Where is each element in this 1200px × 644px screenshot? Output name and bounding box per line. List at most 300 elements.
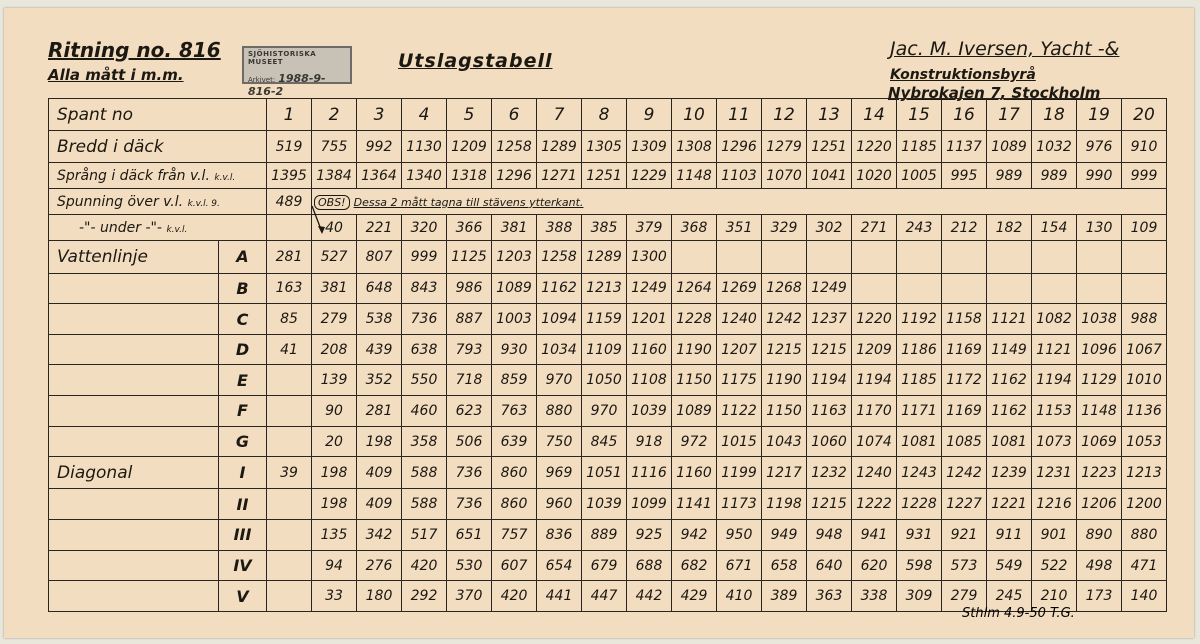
vattenlinje-C-value-17: 1121 bbox=[987, 304, 1032, 335]
bredd-value-16: 1137 bbox=[942, 131, 987, 163]
spunning-under-label: -"- under -"- bbox=[79, 219, 162, 236]
vattenlinje-F-value-10: 1089 bbox=[672, 396, 717, 427]
spunning-under-value-1 bbox=[267, 215, 312, 241]
diagonal-II-value-9: 1099 bbox=[627, 489, 672, 520]
vattenlinje-F-value-6: 763 bbox=[492, 396, 537, 427]
diagonal-II-value-13: 1215 bbox=[807, 489, 852, 520]
diagonal-III-value-7: 836 bbox=[537, 520, 582, 551]
vattenlinje-B-value-20 bbox=[1122, 273, 1167, 304]
signature-date: Sthlm 4.9-50 T.G. bbox=[962, 606, 1075, 621]
vattenlinje-E-value-10: 1150 bbox=[672, 365, 717, 396]
spant-number-14: 14 bbox=[852, 99, 897, 131]
vattenlinje-A-value-9: 1300 bbox=[627, 241, 672, 273]
diagonal-row-II bbox=[49, 489, 1167, 520]
diagonal-IV-value-15: 598 bbox=[897, 550, 942, 581]
spunning-under-row bbox=[49, 215, 1167, 241]
vattenlinje-A-value-2: 527 bbox=[312, 241, 357, 273]
diagonal-III-value-4: 517 bbox=[402, 520, 447, 551]
vattenlinje-D-value-20: 1067 bbox=[1122, 334, 1167, 365]
diagonal-label-empty bbox=[49, 581, 219, 612]
spant-number-15: 15 bbox=[897, 99, 942, 131]
diagonal-I-value-16: 1242 bbox=[942, 457, 987, 489]
vattenlinje-E-value-14: 1194 bbox=[852, 365, 897, 396]
bredd-value-15: 1185 bbox=[897, 131, 942, 163]
diagonal-row-I bbox=[49, 457, 1167, 489]
diagonal-II-value-18: 1216 bbox=[1032, 489, 1077, 520]
spant-number-6: 6 bbox=[492, 99, 537, 131]
spant-number-10: 10 bbox=[672, 99, 717, 131]
diagonal-V-value-14: 338 bbox=[852, 581, 897, 612]
diagonal-key: III bbox=[219, 520, 267, 551]
vattenlinje-E-value-2: 139 bbox=[312, 365, 357, 396]
vattenlinje-A-value-8: 1289 bbox=[582, 241, 627, 273]
vattenlinje-D-value-13: 1215 bbox=[807, 334, 852, 365]
vattenlinje-F-value-12: 1150 bbox=[762, 396, 807, 427]
spant-number-12: 12 bbox=[762, 99, 807, 131]
diagonal-V-value-15: 309 bbox=[897, 581, 942, 612]
firm-address: Nybrokajen 7, Stockholm bbox=[888, 84, 1101, 102]
vattenlinje-G-value-20: 1053 bbox=[1122, 426, 1167, 457]
bredd-value-10: 1308 bbox=[672, 131, 717, 163]
diagonal-III-value-16: 921 bbox=[942, 520, 987, 551]
bredd-value-6: 1258 bbox=[492, 131, 537, 163]
diagonal-key: IV bbox=[219, 550, 267, 581]
vattenlinje-F-value-15: 1171 bbox=[897, 396, 942, 427]
diagonal-IV-value-6: 607 bbox=[492, 550, 537, 581]
diagonal-I-value-18: 1231 bbox=[1032, 457, 1077, 489]
bredd-value-2: 755 bbox=[312, 131, 357, 163]
vattenlinje-C-value-5: 887 bbox=[447, 304, 492, 335]
diagonal-IV-value-3: 276 bbox=[357, 550, 402, 581]
vattenlinje-D-value-16: 1169 bbox=[942, 334, 987, 365]
diagonal-I-value-9: 1116 bbox=[627, 457, 672, 489]
vattenlinje-D-value-7: 1034 bbox=[537, 334, 582, 365]
diagonal-III-value-5: 651 bbox=[447, 520, 492, 551]
vattenlinje-E-value-18: 1194 bbox=[1032, 365, 1077, 396]
vattenlinje-D-value-8: 1109 bbox=[582, 334, 627, 365]
vattenlinje-A-value-16 bbox=[942, 241, 987, 273]
vattenlinje-G-value-8: 845 bbox=[582, 426, 627, 457]
spant-number-13: 13 bbox=[807, 99, 852, 131]
vattenlinje-E-value-6: 859 bbox=[492, 365, 537, 396]
vattenlinje-label: Vattenlinje bbox=[49, 241, 219, 273]
diagonal-I-value-14: 1240 bbox=[852, 457, 897, 489]
spunning-under-value-13: 302 bbox=[807, 215, 852, 241]
diagonal-I-value-3: 409 bbox=[357, 457, 402, 489]
bredd-row bbox=[49, 131, 1167, 163]
vattenlinje-E-value-1 bbox=[267, 365, 312, 396]
vattenlinje-C-value-4: 736 bbox=[402, 304, 447, 335]
diagonal-III-value-19: 890 bbox=[1077, 520, 1122, 551]
bredd-value-13: 1251 bbox=[807, 131, 852, 163]
vattenlinje-E-value-13: 1194 bbox=[807, 365, 852, 396]
vattenlinje-B-value-16 bbox=[942, 273, 987, 304]
diagonal-I-value-10: 1160 bbox=[672, 457, 717, 489]
vattenlinje-E-value-17: 1162 bbox=[987, 365, 1032, 396]
diagonal-V-value-8: 447 bbox=[582, 581, 627, 612]
vattenlinje-row-A bbox=[49, 241, 1167, 273]
vattenlinje-B-value-6: 1089 bbox=[492, 273, 537, 304]
stamp-archive-number: 1988-9-816-2 bbox=[248, 72, 326, 98]
spant-number-2: 2 bbox=[312, 99, 357, 131]
vattenlinje-D-value-15: 1186 bbox=[897, 334, 942, 365]
vattenlinje-G-value-3: 198 bbox=[357, 426, 402, 457]
vattenlinje-key: G bbox=[219, 426, 267, 457]
spunning-under-label-cell bbox=[49, 215, 267, 241]
vattenlinje-row-D bbox=[49, 334, 1167, 365]
sprang-value-9: 1229 bbox=[627, 163, 672, 189]
bredd-value-20: 910 bbox=[1122, 131, 1167, 163]
vattenlinje-C-value-12: 1242 bbox=[762, 304, 807, 335]
vattenlinje-G-value-18: 1073 bbox=[1032, 426, 1077, 457]
bredd-value-18: 1032 bbox=[1032, 131, 1077, 163]
spant-row bbox=[49, 99, 1167, 131]
vattenlinje-label-empty bbox=[49, 334, 219, 365]
vattenlinje-C-value-6: 1003 bbox=[492, 304, 537, 335]
vattenlinje-label-empty bbox=[49, 365, 219, 396]
diagonal-II-value-16: 1227 bbox=[942, 489, 987, 520]
diagonal-III-value-18: 901 bbox=[1032, 520, 1077, 551]
vattenlinje-F-value-2: 90 bbox=[312, 396, 357, 427]
bredd-value-12: 1279 bbox=[762, 131, 807, 163]
diagonal-II-value-12: 1198 bbox=[762, 489, 807, 520]
diagonal-III-value-2: 135 bbox=[312, 520, 357, 551]
diagonal-IV-value-10: 682 bbox=[672, 550, 717, 581]
diagonal-III-value-11: 950 bbox=[717, 520, 762, 551]
diagonal-I-value-5: 736 bbox=[447, 457, 492, 489]
diagonal-IV-value-8: 679 bbox=[582, 550, 627, 581]
vattenlinje-G-value-13: 1060 bbox=[807, 426, 852, 457]
firm-name: Jac. M. Iversen, Yacht -& bbox=[890, 38, 1120, 60]
diagonal-IV-value-18: 522 bbox=[1032, 550, 1077, 581]
sprang-row bbox=[49, 163, 1167, 189]
sprang-value-10: 1148 bbox=[672, 163, 717, 189]
diagonal-II-value-6: 860 bbox=[492, 489, 537, 520]
vattenlinje-G-value-11: 1015 bbox=[717, 426, 762, 457]
vattenlinje-C-value-10: 1228 bbox=[672, 304, 717, 335]
stamp-archive bbox=[248, 72, 346, 98]
diagonal-IV-value-12: 658 bbox=[762, 550, 807, 581]
diagonal-I-value-1: 39 bbox=[267, 457, 312, 489]
diagonal-V-value-13: 363 bbox=[807, 581, 852, 612]
diagonal-IV-value-7: 654 bbox=[537, 550, 582, 581]
diagonal-III-value-10: 942 bbox=[672, 520, 717, 551]
diagonal-IV-value-2: 94 bbox=[312, 550, 357, 581]
vattenlinje-D-value-2: 208 bbox=[312, 334, 357, 365]
vattenlinje-G-value-1 bbox=[267, 426, 312, 457]
vattenlinje-F-value-7: 880 bbox=[537, 396, 582, 427]
diagonal-V-value-11: 410 bbox=[717, 581, 762, 612]
vattenlinje-B-value-10: 1264 bbox=[672, 273, 717, 304]
vattenlinje-F-value-5: 623 bbox=[447, 396, 492, 427]
vattenlinje-B-value-12: 1268 bbox=[762, 273, 807, 304]
vattenlinje-D-value-14: 1209 bbox=[852, 334, 897, 365]
vattenlinje-B-value-7: 1162 bbox=[537, 273, 582, 304]
vattenlinje-B-value-3: 648 bbox=[357, 273, 402, 304]
vattenlinje-key: D bbox=[219, 334, 267, 365]
vattenlinje-D-value-10: 1190 bbox=[672, 334, 717, 365]
sprang-kvl: k.v.l. bbox=[214, 172, 236, 183]
diagonal-V-value-17: 245 bbox=[987, 581, 1032, 612]
units-note: Alla mått i m.m. bbox=[48, 66, 184, 84]
vattenlinje-A-value-1: 281 bbox=[267, 241, 312, 273]
vattenlinje-E-value-19: 1129 bbox=[1077, 365, 1122, 396]
bredd-value-9: 1309 bbox=[627, 131, 672, 163]
vattenlinje-B-value-14 bbox=[852, 273, 897, 304]
obs-mark: OBS! bbox=[314, 195, 350, 210]
diagonal-IV-value-14: 620 bbox=[852, 550, 897, 581]
vattenlinje-A-value-4: 999 bbox=[402, 241, 447, 273]
sprang-value-14: 1020 bbox=[852, 163, 897, 189]
sprang-value-16: 995 bbox=[942, 163, 987, 189]
diagonal-IV-value-20: 471 bbox=[1122, 550, 1167, 581]
spunning-under-value-11: 351 bbox=[717, 215, 762, 241]
vattenlinje-C-value-15: 1192 bbox=[897, 304, 942, 335]
vattenlinje-B-value-5: 986 bbox=[447, 273, 492, 304]
vattenlinje-F-value-18: 1153 bbox=[1032, 396, 1077, 427]
vattenlinje-G-value-5: 506 bbox=[447, 426, 492, 457]
spunning-under-value-8: 385 bbox=[582, 215, 627, 241]
vattenlinje-A-value-17 bbox=[987, 241, 1032, 273]
vattenlinje-C-value-9: 1201 bbox=[627, 304, 672, 335]
diagonal-IV-value-5: 530 bbox=[447, 550, 492, 581]
diagonal-V-value-20: 140 bbox=[1122, 581, 1167, 612]
diagonal-label-empty bbox=[49, 489, 219, 520]
diagonal-V-value-5: 370 bbox=[447, 581, 492, 612]
diagonal-V-value-18: 210 bbox=[1032, 581, 1077, 612]
sprang-value-7: 1271 bbox=[537, 163, 582, 189]
vattenlinje-G-value-4: 358 bbox=[402, 426, 447, 457]
spunning-under-value-12: 329 bbox=[762, 215, 807, 241]
bredd-value-1: 519 bbox=[267, 131, 312, 163]
spant-number-4: 4 bbox=[402, 99, 447, 131]
vattenlinje-A-value-5: 1125 bbox=[447, 241, 492, 273]
spunning-under-value-4: 320 bbox=[402, 215, 447, 241]
table-title: Utslagstabell bbox=[398, 50, 553, 72]
diagonal-row-III bbox=[49, 520, 1167, 551]
spunning-under-value-14: 271 bbox=[852, 215, 897, 241]
vattenlinje-B-value-17 bbox=[987, 273, 1032, 304]
diagonal-I-value-20: 1213 bbox=[1122, 457, 1167, 489]
bredd-value-11: 1296 bbox=[717, 131, 762, 163]
bredd-value-19: 976 bbox=[1077, 131, 1122, 163]
vattenlinje-E-value-15: 1185 bbox=[897, 365, 942, 396]
diagonal-V-value-1 bbox=[267, 581, 312, 612]
diagonal-III-value-14: 941 bbox=[852, 520, 897, 551]
spunning-under-value-18: 154 bbox=[1032, 215, 1077, 241]
stamp-museum-name: SJÖHISTORISKA MUSEET bbox=[248, 50, 317, 66]
vattenlinje-G-value-14: 1074 bbox=[852, 426, 897, 457]
diagonal-II-value-4: 588 bbox=[402, 489, 447, 520]
diagonal-I-value-7: 969 bbox=[537, 457, 582, 489]
vattenlinje-label-empty bbox=[49, 426, 219, 457]
vattenlinje-F-value-8: 970 bbox=[582, 396, 627, 427]
vattenlinje-row-G bbox=[49, 426, 1167, 457]
diagonal-IV-value-11: 671 bbox=[717, 550, 762, 581]
vattenlinje-E-value-11: 1175 bbox=[717, 365, 762, 396]
vattenlinje-C-value-8: 1159 bbox=[582, 304, 627, 335]
vattenlinje-F-value-16: 1169 bbox=[942, 396, 987, 427]
spunning-under-value-6: 381 bbox=[492, 215, 537, 241]
vattenlinje-D-value-3: 439 bbox=[357, 334, 402, 365]
vattenlinje-F-value-13: 1163 bbox=[807, 396, 852, 427]
vattenlinje-row-B bbox=[49, 273, 1167, 304]
spant-number-7: 7 bbox=[537, 99, 582, 131]
vattenlinje-A-value-6: 1203 bbox=[492, 241, 537, 273]
diagonal-V-value-16: 279 bbox=[942, 581, 987, 612]
sprang-value-18: 989 bbox=[1032, 163, 1077, 189]
vattenlinje-G-value-7: 750 bbox=[537, 426, 582, 457]
diagonal-IV-value-16: 573 bbox=[942, 550, 987, 581]
vattenlinje-B-value-15 bbox=[897, 273, 942, 304]
diagonal-II-value-19: 1206 bbox=[1077, 489, 1122, 520]
vattenlinje-C-value-19: 1038 bbox=[1077, 304, 1122, 335]
diagonal-label-empty bbox=[49, 550, 219, 581]
spant-number-16: 16 bbox=[942, 99, 987, 131]
vattenlinje-A-value-20 bbox=[1122, 241, 1167, 273]
diagonal-I-value-19: 1223 bbox=[1077, 457, 1122, 489]
spant-number-1: 1 bbox=[267, 99, 312, 131]
vattenlinje-F-value-11: 1122 bbox=[717, 396, 762, 427]
vattenlinje-A-value-19 bbox=[1077, 241, 1122, 273]
sprang-value-5: 1318 bbox=[447, 163, 492, 189]
vattenlinje-G-value-9: 918 bbox=[627, 426, 672, 457]
diagonal-V-value-2: 33 bbox=[312, 581, 357, 612]
diagonal-IV-value-17: 549 bbox=[987, 550, 1032, 581]
diagonal-V-value-4: 292 bbox=[402, 581, 447, 612]
vattenlinje-B-value-2: 381 bbox=[312, 273, 357, 304]
diagonal-III-value-9: 925 bbox=[627, 520, 672, 551]
vattenlinje-B-value-11: 1269 bbox=[717, 273, 762, 304]
bredd-label: Bredd i däck bbox=[49, 131, 267, 163]
spunning-under-value-20: 109 bbox=[1122, 215, 1167, 241]
spunning-over-label: Spunning över v.l. bbox=[57, 193, 184, 210]
vattenlinje-G-value-12: 1043 bbox=[762, 426, 807, 457]
diagonal-III-value-15: 931 bbox=[897, 520, 942, 551]
spunning-under-value-5: 366 bbox=[447, 215, 492, 241]
diagonal-II-value-11: 1173 bbox=[717, 489, 762, 520]
vattenlinje-B-value-13: 1249 bbox=[807, 273, 852, 304]
stamp-archive-label: Arkivet: bbox=[248, 76, 276, 84]
vattenlinje-A-value-14 bbox=[852, 241, 897, 273]
spant-number-19: 19 bbox=[1077, 99, 1122, 131]
diagonal-key: V bbox=[219, 581, 267, 612]
arrow-icon bbox=[310, 204, 330, 238]
spant-number-8: 8 bbox=[582, 99, 627, 131]
vattenlinje-A-value-12 bbox=[762, 241, 807, 273]
vattenlinje-G-value-6: 639 bbox=[492, 426, 537, 457]
spunning-over-value: 489 bbox=[267, 189, 312, 215]
sprang-value-4: 1340 bbox=[402, 163, 447, 189]
diagonal-I-value-15: 1243 bbox=[897, 457, 942, 489]
vattenlinje-E-value-12: 1190 bbox=[762, 365, 807, 396]
diagonal-II-value-5: 736 bbox=[447, 489, 492, 520]
sprang-value-8: 1251 bbox=[582, 163, 627, 189]
vattenlinje-C-value-13: 1237 bbox=[807, 304, 852, 335]
sprang-value-2: 1384 bbox=[312, 163, 357, 189]
vattenlinje-F-value-1 bbox=[267, 396, 312, 427]
vattenlinje-key: B bbox=[219, 273, 267, 304]
diagonal-IV-value-13: 640 bbox=[807, 550, 852, 581]
vattenlinje-B-value-19 bbox=[1077, 273, 1122, 304]
vattenlinje-C-value-14: 1220 bbox=[852, 304, 897, 335]
spunning-under-value-7: 388 bbox=[537, 215, 582, 241]
bredd-value-3: 992 bbox=[357, 131, 402, 163]
sprang-value-12: 1070 bbox=[762, 163, 807, 189]
diagonal-V-value-7: 441 bbox=[537, 581, 582, 612]
vattenlinje-F-value-9: 1039 bbox=[627, 396, 672, 427]
diagonal-label-empty bbox=[49, 520, 219, 551]
diagonal-V-value-6: 420 bbox=[492, 581, 537, 612]
vattenlinje-F-value-4: 460 bbox=[402, 396, 447, 427]
diagonal-II-value-14: 1222 bbox=[852, 489, 897, 520]
spant-number-11: 11 bbox=[717, 99, 762, 131]
museum-stamp bbox=[242, 46, 352, 98]
vattenlinje-C-value-7: 1094 bbox=[537, 304, 582, 335]
vattenlinje-G-value-17: 1081 bbox=[987, 426, 1032, 457]
vattenlinje-E-value-5: 718 bbox=[447, 365, 492, 396]
diagonal-III-value-20: 880 bbox=[1122, 520, 1167, 551]
vattenlinje-E-value-7: 970 bbox=[537, 365, 582, 396]
vattenlinje-A-value-10 bbox=[672, 241, 717, 273]
vattenlinje-D-value-17: 1149 bbox=[987, 334, 1032, 365]
diagonal-key: II bbox=[219, 489, 267, 520]
vattenlinje-E-value-3: 352 bbox=[357, 365, 402, 396]
diagonal-IV-value-4: 420 bbox=[402, 550, 447, 581]
diagonal-II-value-10: 1141 bbox=[672, 489, 717, 520]
vattenlinje-key: A bbox=[219, 241, 267, 273]
diagonal-II-value-1 bbox=[267, 489, 312, 520]
vattenlinje-row-C bbox=[49, 304, 1167, 335]
diagonal-I-value-6: 860 bbox=[492, 457, 537, 489]
vattenlinje-F-value-20: 1136 bbox=[1122, 396, 1167, 427]
vattenlinje-key: E bbox=[219, 365, 267, 396]
vattenlinje-B-value-8: 1213 bbox=[582, 273, 627, 304]
spunning-over-label-cell bbox=[49, 189, 267, 215]
diagonal-III-value-12: 949 bbox=[762, 520, 807, 551]
diagonal-V-value-12: 389 bbox=[762, 581, 807, 612]
bredd-value-5: 1209 bbox=[447, 131, 492, 163]
sprang-value-1: 1395 bbox=[267, 163, 312, 189]
vattenlinje-B-value-4: 843 bbox=[402, 273, 447, 304]
vattenlinje-key: F bbox=[219, 396, 267, 427]
diagonal-row-IV bbox=[49, 550, 1167, 581]
diagonal-IV-value-9: 688 bbox=[627, 550, 672, 581]
vattenlinje-F-value-19: 1148 bbox=[1077, 396, 1122, 427]
diagonal-I-value-12: 1217 bbox=[762, 457, 807, 489]
sprang-value-19: 990 bbox=[1077, 163, 1122, 189]
spunning-under-value-19: 130 bbox=[1077, 215, 1122, 241]
bredd-value-17: 1089 bbox=[987, 131, 1032, 163]
drawing-sheet bbox=[4, 8, 1194, 638]
vattenlinje-D-value-18: 1121 bbox=[1032, 334, 1077, 365]
sprang-value-20: 999 bbox=[1122, 163, 1167, 189]
vattenlinje-C-value-20: 988 bbox=[1122, 304, 1167, 335]
spunning-under-value-2: 40 bbox=[312, 215, 357, 241]
vattenlinje-D-value-6: 930 bbox=[492, 334, 537, 365]
sprang-value-11: 1103 bbox=[717, 163, 762, 189]
diagonal-II-value-17: 1221 bbox=[987, 489, 1032, 520]
diagonal-I-value-8: 1051 bbox=[582, 457, 627, 489]
sprang-value-13: 1041 bbox=[807, 163, 852, 189]
diagonal-key: I bbox=[219, 457, 267, 489]
diagonal-I-value-17: 1239 bbox=[987, 457, 1032, 489]
vattenlinje-A-value-15 bbox=[897, 241, 942, 273]
vattenlinje-A-value-18 bbox=[1032, 241, 1077, 273]
spant-number-5: 5 bbox=[447, 99, 492, 131]
spunning-over-row bbox=[49, 189, 1167, 215]
vattenlinje-B-value-1: 163 bbox=[267, 273, 312, 304]
